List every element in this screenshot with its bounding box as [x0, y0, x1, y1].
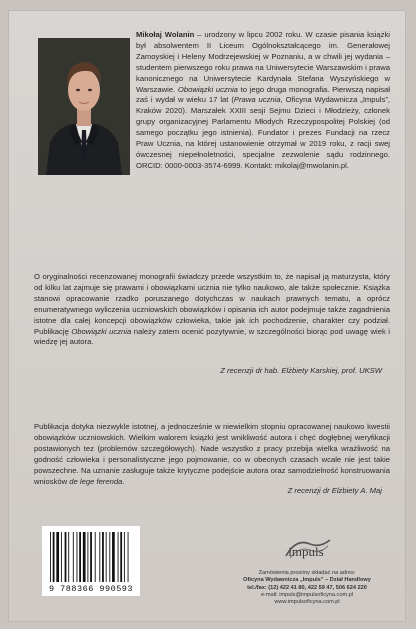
- barcode-bar: [124, 532, 125, 582]
- publisher-order-info: [220, 570, 394, 606]
- barcode-bar: [90, 532, 92, 582]
- author-bio: [34, 30, 390, 174]
- barcode-bar: [56, 532, 59, 582]
- review-text: należy zatem ocenić pozytywnie, w szczególności biorąc pod uwagę wiek i wiedzę jej autora.: [34, 326, 390, 347]
- bio-text: , Oficyna Wydawnicza „Impuls”, Kraków 2020). Marszałek XXIII sesji Sejmu Dzieci i Młodzieży, członek grupy organizacyjnej Parlamentu Młodych Rzeczypospolitej Polskiej (od samego początku jego istnienia). Fundator i prezes Fundacji na rzecz Praw Ucznia, na której ustanowienie otrzymał w 2019 roku, z racji swej ówczesnej niepełnoletności, specjalne zezwolenie sądu rodzinnego. ORCID: 0000-0003-3574-6999. Kontakt: mikolaj@mwolanin.pl.: [136, 95, 390, 170]
- barcode-bar: [53, 532, 55, 582]
- review-attribution: Z recenzji dr hab. Elżbiety Karskiej, prof. UKSW: [220, 366, 382, 375]
- order-line: Oficyna Wydawnicza „Impuls” – Dział Handlowy: [243, 577, 371, 584]
- barcode-bar: [112, 532, 115, 582]
- order-line: tel./fax: (12) 422 41 80, 422 59 47, 506 624 220: [247, 584, 367, 591]
- barcode-bar: [50, 532, 51, 582]
- order-line: Zamówienia prosimy składać na adres:: [258, 570, 356, 576]
- barcode-bar: [79, 532, 81, 582]
- isbn-barcode: [42, 526, 140, 596]
- barcode-bar: [118, 532, 119, 582]
- barcode-bar: [68, 532, 69, 582]
- barcode-bar: [106, 532, 107, 582]
- barcode-bar: [102, 532, 104, 582]
- review-text: Publikacja dotyka niezwykle istotnej, a jednocześnie w niewielkim stopniu opracowanej naukowo kwestii obowiązków uczniowskich. Wielkim walorem książki jest wnikliwość autora i chęć dogłębnej weryfikacji postawionych tez (problemów szczegółowych). Nade wszystko z pracy przebija wielka wrażliwość na godność człowieka i personalistyczne jego pojmowanie, co w obecnych czasach wcale nie jest takie powszechne. Na uznanie zasługuje także krytyczne podejście autora oraz samodzielność konstruowania wniosków: [34, 422, 390, 486]
- publisher-logo-text: impuls: [288, 544, 324, 559]
- order-website: www.impulsoficyna.com.pl: [274, 599, 340, 606]
- back-cover: [8, 10, 406, 622]
- review-latin-phrase: de lege ferenda: [69, 476, 123, 486]
- bio-book-title: Prawa ucznia: [233, 95, 281, 105]
- isbn-number: 9 788366 990593: [48, 584, 133, 594]
- review-book-title: Obowiązki ucznia: [71, 326, 132, 336]
- barcode-bar: [65, 532, 67, 582]
- review-attribution: Z recenzji dr Elżbiety A. Maj: [287, 486, 382, 495]
- author-name: Mikołaj Wolanin: [136, 30, 195, 39]
- review-text: .: [122, 476, 125, 486]
- bio-text: – urodzony w lipcu 2002 roku. W czasie pisania książki był absolwentem II Liceum Ogólnokształcącego im. Generałowej Zamoyskiej i Heleny Modrzejewskiej w Poznaniu, a w chwili jej wydania – studentem pierwszego roku prawa na Uniwersytecie Warszawskim i prawa kanonicznego na Uniwersytecie Kardynała Stefana Wyszyńskiego w Warszawie.: [136, 30, 390, 94]
- bio-text: to jego druga monografia. Pierwszą napisał zaś i wydał w wieku 17 lat (: [136, 84, 390, 105]
- order-email: e-mail: impuls@impulsoficyna.com.pl: [260, 591, 354, 598]
- barcode-bar: [95, 532, 96, 582]
- barcode-bar: [87, 532, 88, 582]
- barcode-bar: [61, 532, 62, 582]
- barcode-bars: [50, 532, 134, 582]
- barcode-bar: [77, 532, 78, 582]
- barcode-bar: [83, 532, 86, 582]
- barcode-bar: [128, 532, 129, 582]
- barcode-bar: [120, 532, 122, 582]
- barcode-bar: [109, 532, 110, 582]
- bio-book-title: Obowiązki ucznia: [177, 84, 238, 94]
- barcode-bar: [99, 532, 100, 582]
- review-paragraph: [34, 272, 390, 348]
- review-paragraph: [34, 422, 390, 487]
- review-text: O oryginalności recenzowanej monografii świadczy przede wszystkim to, że napisał ją maturzysta, który od kilku lat zajmuje się prawami i obowiązkami ucznia nie tylko naukowo, ale także społecznie. Książka stanowi opracowanie rzadko poruszanego dotychczas w naukach prawnych tematu, a oprócz enumeratywnego wyliczenia uczniowskich obowiązków i opisania ich autor podejmuje także zagadnienia istotne dla całej koncepcji obowiązków człowieka, takie jak ich pochodzenie, charakter czy podział. Publikację: [34, 272, 390, 336]
- barcode-bar: [73, 532, 74, 582]
